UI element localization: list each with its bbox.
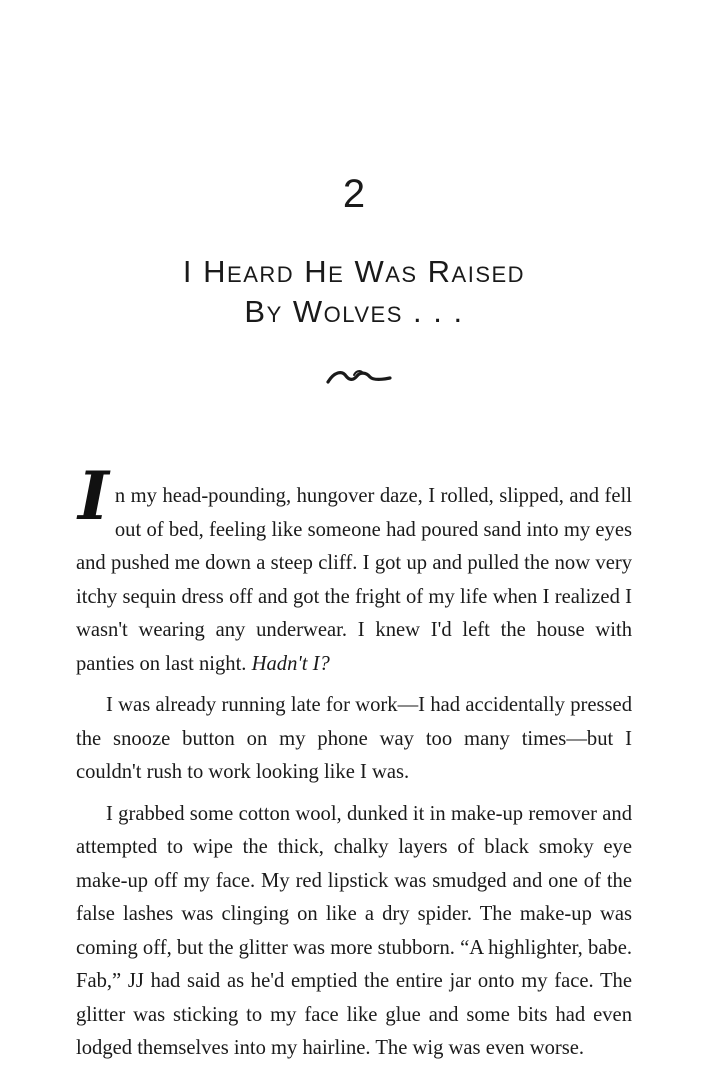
drop-cap: I (78, 457, 109, 535)
paragraph-1 (76, 457, 632, 681)
chapter-title-line-1: I Heard He Was Raised (182, 254, 526, 289)
swash-ornament-icon (326, 366, 392, 388)
paragraph-1-italic: Hadn't I? (251, 652, 330, 675)
chapter-title (0, 252, 708, 332)
paragraph-3: I grabbed some cotton wool, dunked it in make-up remover and attempted to wipe the thick, chalky layers of black smoky eye make-up off my face. My red lipstick was smudged and one of the false lashes was clinging on like a dry spider. The make-up was coming off, but the glitter was more stubborn. “A highlighter, babe. Fab,” JJ had said as he'd emptied the entire jar onto my face. The glitter was sticking to my face like glue and some bits had even lodged themselves into my hairline. The wig was even worse. (76, 802, 632, 1059)
paragraph-2: I was already running late for work—I had accidentally pressed the snooze button on my phone way too many times—but I couldn't rush to work looking like I was. (76, 694, 632, 783)
chapter-number: 2 (342, 172, 366, 216)
chapter-body (76, 457, 632, 1066)
chapter-title-line-2: By Wolves . . . (244, 294, 464, 329)
paragraph-1-text: n my head-pounding, hungover daze, I rolled, slipped, and fell out of bed, feeling like someone had poured sand into my eyes and pushed me down a steep cliff. I got up and pulled the now very itchy sequin dress off and got the fright of my life when I realized I wasn't wearing any underwear. I knew I'd left the house with panties on last night. (76, 485, 632, 675)
